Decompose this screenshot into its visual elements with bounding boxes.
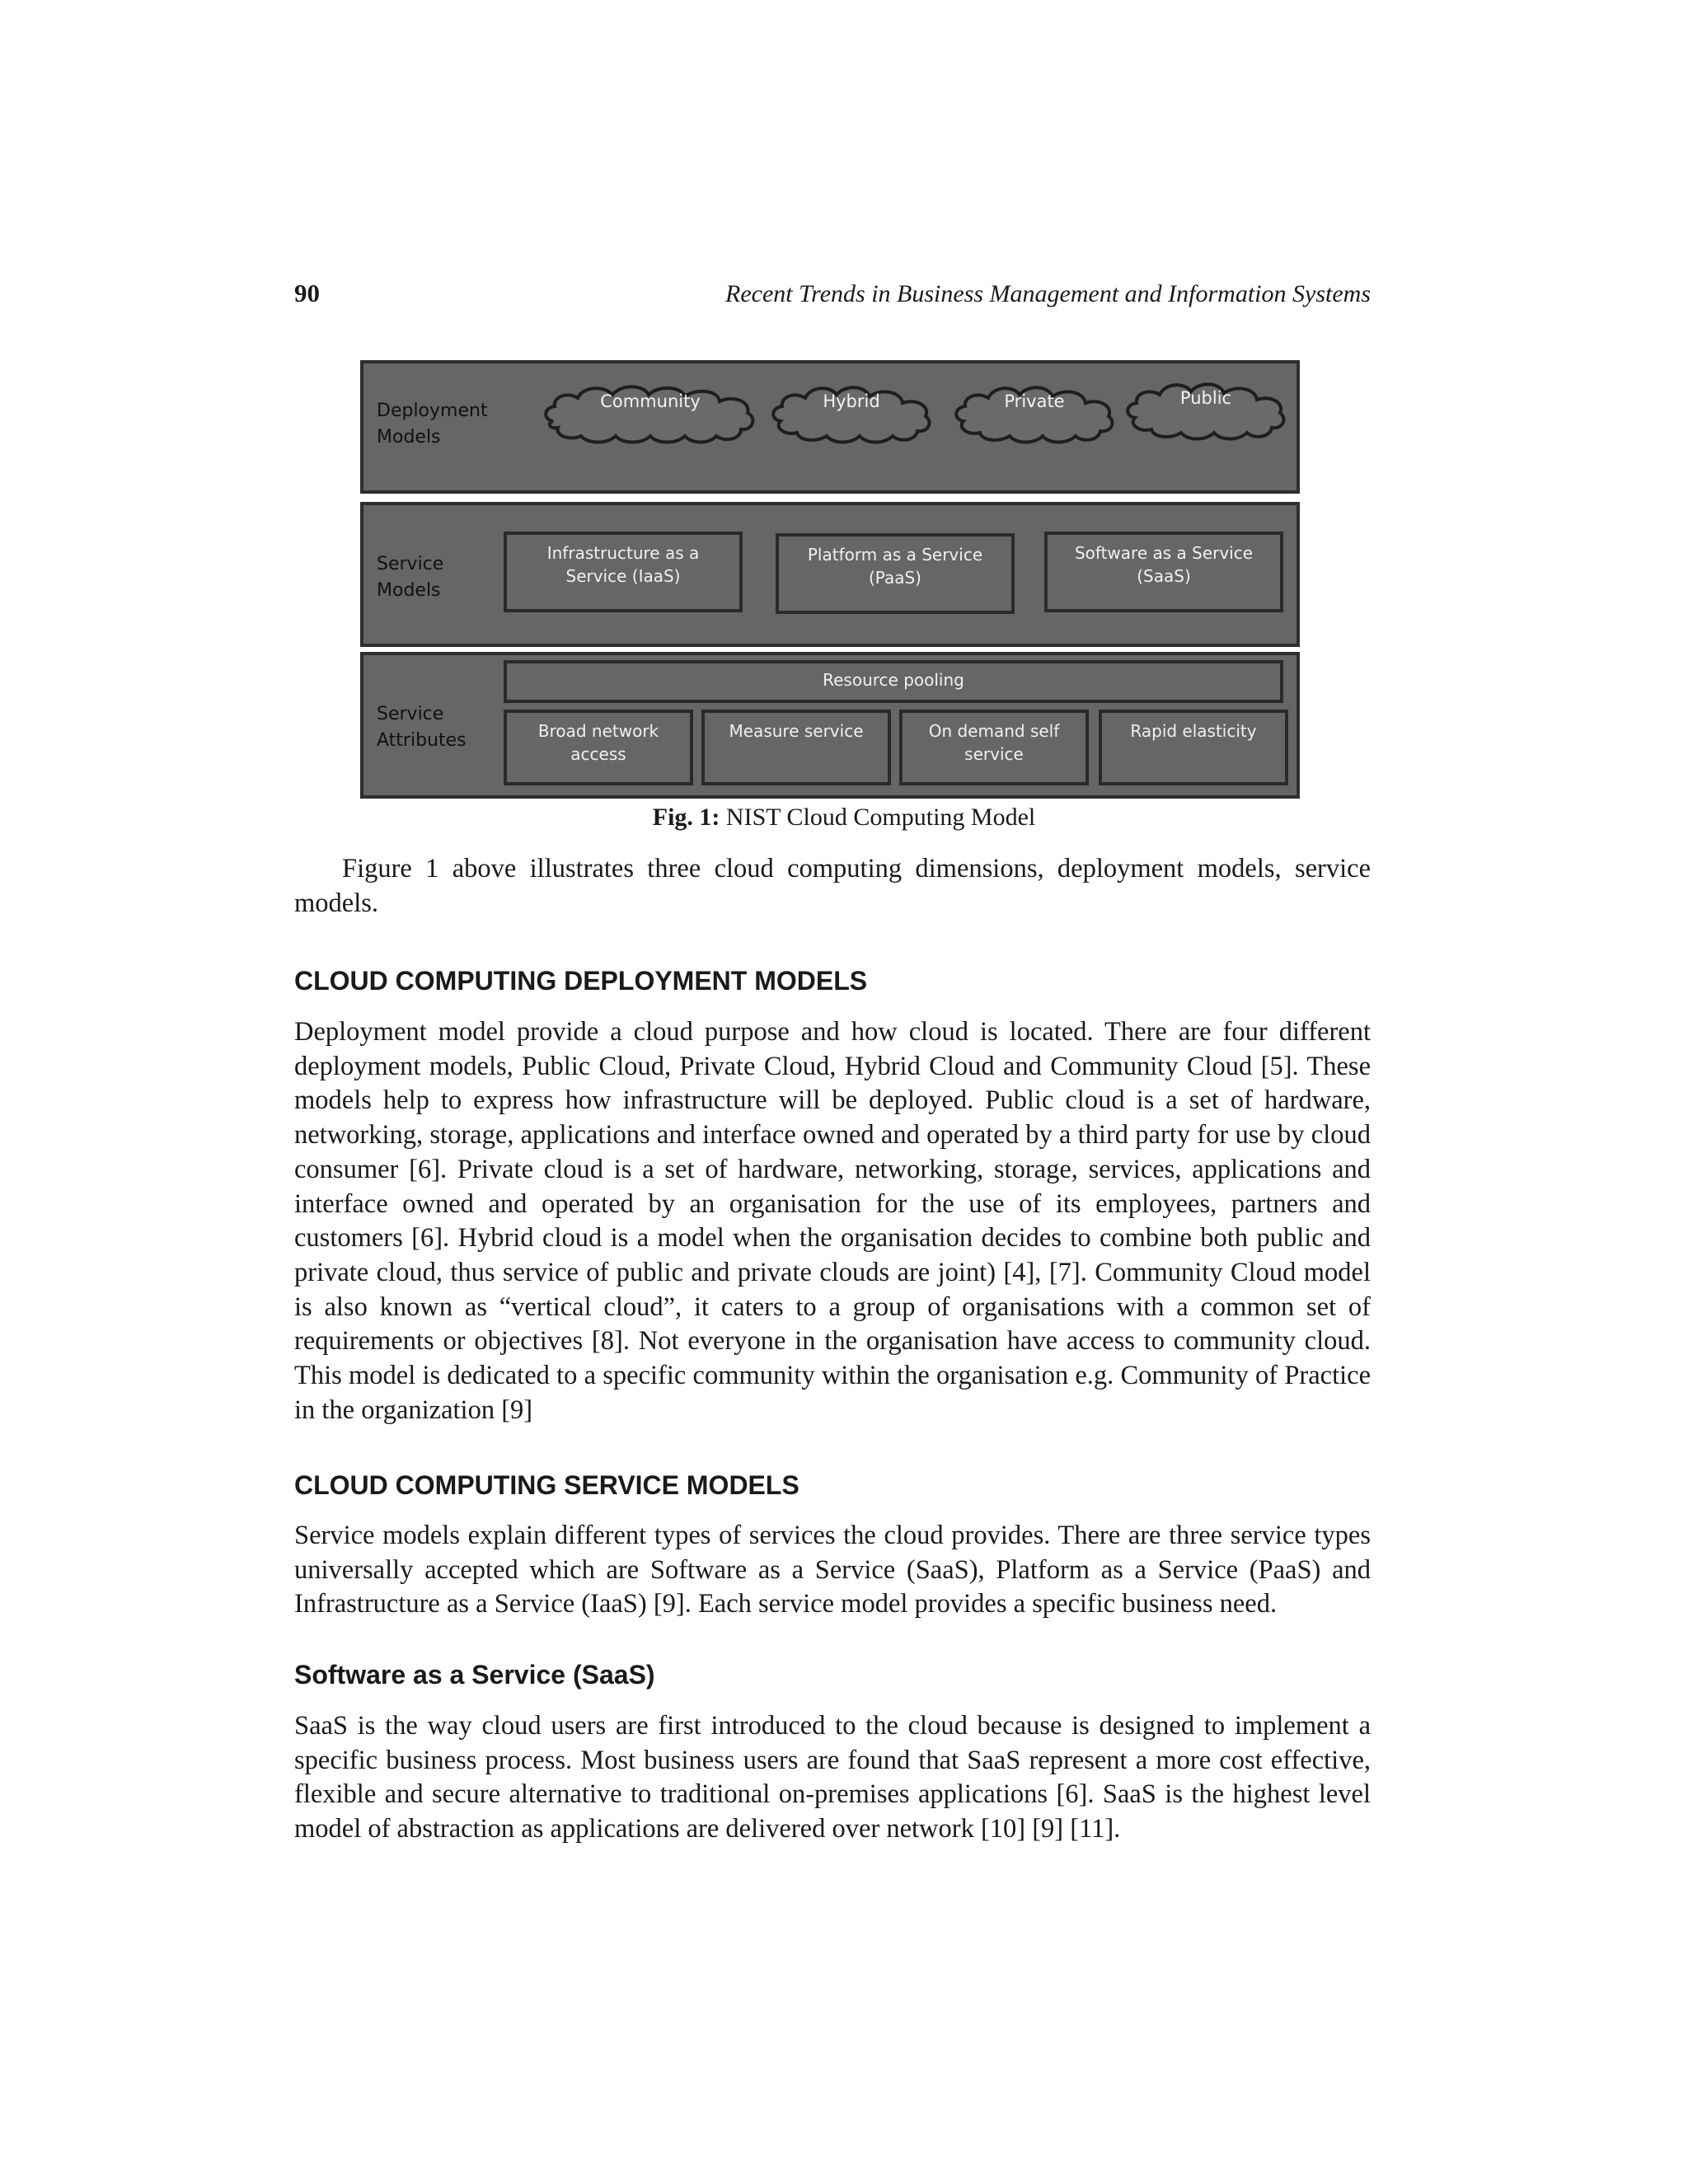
page-number: 90: [294, 279, 320, 307]
public-cloud-icon: [1123, 378, 1288, 441]
on-demand-self-service-box: On demand self service: [899, 710, 1089, 785]
paas-box: Platform as a Service (PaaS): [776, 533, 1015, 614]
service-models-heading: CLOUD COMPUTING SERVICE MODELS: [294, 1470, 799, 1500]
deployment-models-label: Deployment Models: [377, 401, 488, 448]
intro-paragraph: Figure 1 above illustrates three cloud computing dimensions, deployment models, service models.: [294, 854, 1371, 918]
nist-model-figure: [360, 360, 1303, 799]
figure-caption: [0, 801, 1688, 834]
service-models-paragraph: Service models explain different types of services the cloud provides. There are three service types universally accepted which are Software as a Service (SaaS), Platform as a Service (PaaS) and Infrastructure as a Service (IaaS) [9]. Each service model provides a specific business need.: [294, 1521, 1371, 1619]
deployment-models-panel: [360, 360, 1300, 494]
service-attributes-label: Service Attributes: [377, 704, 467, 751]
private-cloud-icon: [952, 382, 1117, 444]
measure-service-box: Measure service: [701, 710, 891, 785]
public-label: Public: [1179, 388, 1232, 408]
hybrid-cloud-icon: [769, 382, 934, 444]
iaas-box: Infrastructure as a Service (IaaS): [504, 532, 743, 612]
service-models-label: Service Models: [377, 554, 444, 601]
resource-pooling-box: Resource pooling: [504, 660, 1283, 703]
running-title: Recent Trends in Business Management and Information Systems: [725, 280, 1371, 307]
service-attributes-panel: [360, 652, 1300, 799]
deployment-models-paragraph: Deployment model provide a cloud purpose and how cloud is located. There are four different deployment models, Public Cloud, Private Cloud, Hybrid Cloud and Community Cloud [5]. These models help to express how infrastructure will be deployed. Public cloud is a set of hardware, networking, storage, applications and interface owned and operated by a third party for use by cloud consumer [6]. Private cloud is a set of hardware, networking, storage, services, applications and interface owned and operated by an organisation for the use of its employees, partners and customers [6]. Hybrid cloud is a model when the organisation decides to combine both public and private cloud, thus service of public and private clouds are joint) [4], [7]. Community Cloud model is also known as “vertical cloud”, it caters to a group of organisations with a common set of requirements or objectives [8]. Not everyone in the organisation have access to community cloud. This model is dedicated to a specific community within the organisation e.g. Community of Practice in the organization [9]: [294, 1017, 1371, 1425]
saas-paragraph: SaaS is the way cloud users are first introduced to the cloud because is designed to implement a specific business process. Most business users are found that SaaS represent a more cost effective, flexible and secure alternative to traditional on-premises applications [6]. SaaS is the highest level model of abstraction as applications are delivered over network [10] [9] [11].: [294, 1711, 1371, 1844]
service-models-panel: [360, 502, 1300, 647]
community-label: Community: [600, 391, 701, 411]
hybrid-label: Hybrid: [823, 391, 880, 411]
saas-heading: Software as a Service (SaaS): [294, 1660, 655, 1690]
community-cloud-icon: [542, 382, 759, 444]
broad-network-access-box: Broad network access: [504, 710, 693, 785]
figure-caption-label: Fig. 1:: [652, 804, 720, 831]
saas-box: Software as a Service (SaaS): [1044, 532, 1283, 612]
private-label: Private: [1004, 391, 1065, 411]
rapid-elasticity-box: Rapid elasticity: [1099, 710, 1288, 785]
figure-caption-text: NIST Cloud Computing Model: [720, 804, 1036, 831]
deployment-models-heading: CLOUD COMPUTING DEPLOYMENT MODELS: [294, 966, 868, 996]
